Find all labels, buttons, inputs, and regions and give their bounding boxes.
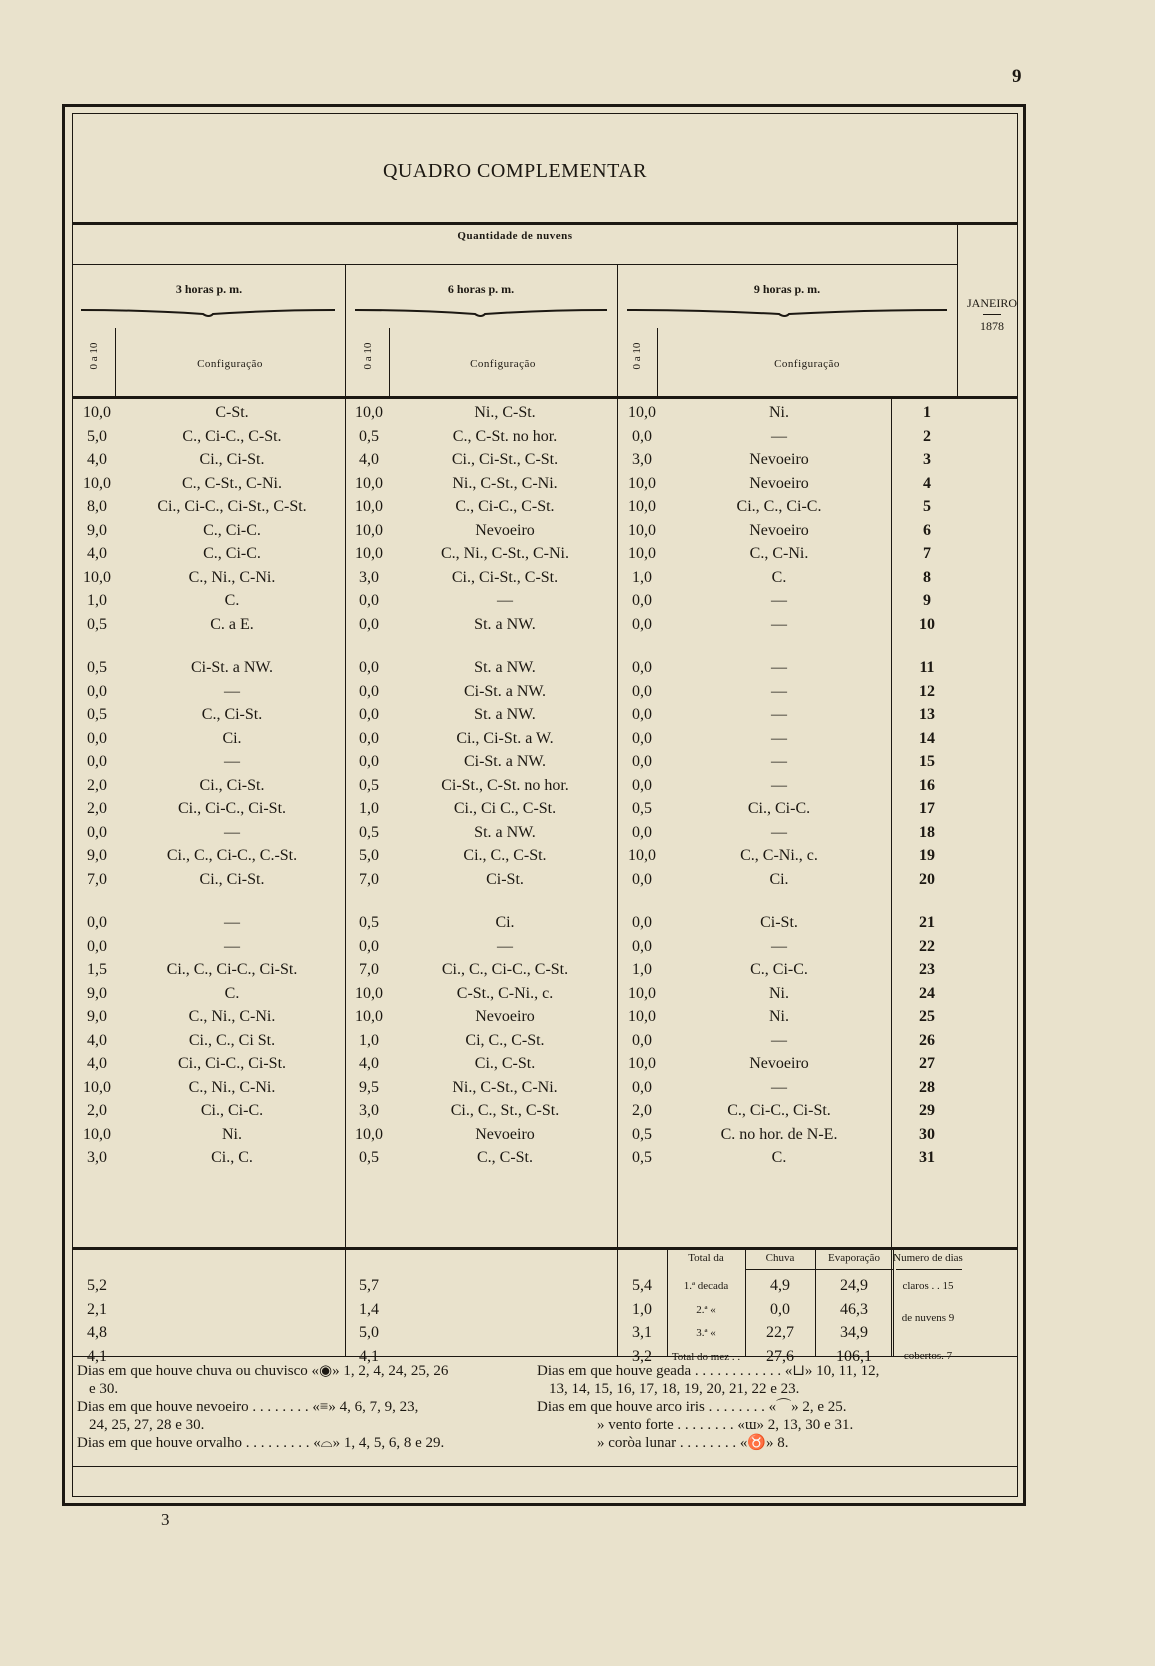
day-number: 31 <box>919 1149 935 1166</box>
cloud-3pm-value: 0,5 <box>87 706 107 723</box>
totals-evap-value: 46,3 <box>840 1300 868 1318</box>
cloud-9pm-value: 0,5 <box>632 1125 652 1143</box>
cloud-6pm-value: 10,0 <box>355 498 383 515</box>
cloud-3pm-config: Ci., C., Ci St. <box>188 1031 276 1049</box>
cloud-6pm-config: Ci., Ci C., C-St. <box>453 800 557 817</box>
divider <box>73 1466 1017 1467</box>
group-header-3pm: 3 horas p. m. <box>175 282 243 296</box>
cloud-9pm-value: 0,0 <box>632 776 652 794</box>
cloud-3pm-value: 9,0 <box>87 1008 107 1025</box>
cloud-6pm-config: — <box>497 592 513 609</box>
cloud-6pm-config: Ci., Ci-St., C-St. <box>451 451 559 468</box>
cloud-9pm-value: 0,5 <box>632 1149 652 1166</box>
cloud-3pm-config: Ci., C., Ci-C., C.-St. <box>166 847 298 864</box>
note-line: » vento forte . . . . . . . . «ɯ» 2, 13, 30 e 31. <box>597 1417 854 1433</box>
cloud-3pm-value: 4,0 <box>87 451 107 468</box>
cloud-9pm-config: Nevoeiro <box>749 521 809 539</box>
cloud-3pm-value: 10,0 <box>83 568 111 586</box>
cloud-3pm-config: C., Ni., C-Ni. <box>188 1078 276 1096</box>
cloud-3pm-config: Ci., Ci-C., Ci-St. <box>177 800 287 817</box>
cloud-9pm-config: Ni. <box>769 404 789 421</box>
totals-evap-value: 24,9 <box>840 1277 868 1294</box>
summary-9pm-value: 3,2 <box>632 1347 652 1365</box>
cloud-9pm-value: 0,0 <box>632 870 652 888</box>
cloud-6pm-value: 0,0 <box>359 706 379 723</box>
cloud-3pm-config: — <box>224 753 240 770</box>
cloud-9pm-value: 10,0 <box>628 498 656 515</box>
summary-3pm-value: 4,8 <box>87 1324 107 1341</box>
summary-3pm-value: 2,1 <box>87 1300 107 1318</box>
cloud-3pm-config: Ci., Ci-St. <box>199 776 265 794</box>
note-line: » coròa lunar . . . . . . . . «♉» 8. <box>597 1435 789 1451</box>
cloud-3pm-value: 2,0 <box>87 800 107 817</box>
cloud-3pm-config: Ci., Ci-C., Ci-St., C-St. <box>157 498 307 515</box>
cloud-6pm-config: C., Ci-C., C-St. <box>455 498 555 515</box>
cloud-9pm-config: Nevoeiro <box>749 451 809 468</box>
cloud-3pm-value: 1,5 <box>87 961 107 978</box>
cloud-3pm-value: 10,0 <box>83 404 111 421</box>
cloud-9pm-value: 10,0 <box>628 474 656 492</box>
cloud-6pm-value: 10,0 <box>355 1125 383 1143</box>
cloud-9pm-config: — <box>771 729 787 747</box>
cloud-3pm-value: 0,0 <box>87 753 107 770</box>
cloud-6pm-value: 10,0 <box>355 545 383 562</box>
page-title: QUADRO COMPLEMENTAR <box>382 160 648 182</box>
summary-9pm-value: 5,4 <box>632 1277 652 1294</box>
cloud-3pm-config: Ci., Ci-C. <box>200 1102 264 1119</box>
cloud-6pm-config: Ni., C-St., C-Ni. <box>452 1078 558 1096</box>
cloud-9pm-value: 2,0 <box>632 1102 652 1119</box>
day-number: 11 <box>919 659 935 676</box>
totals-row-label: 3.ª « <box>696 1327 716 1339</box>
summary-3pm-value: 4,1 <box>87 1347 107 1365</box>
scale-label: 0 a 10 <box>88 342 100 370</box>
divider <box>73 396 1017 399</box>
cloud-9pm-value: 0,5 <box>632 800 652 817</box>
day-number: 21 <box>919 914 935 931</box>
cloud-3pm-config: Ci., C., Ci-C., Ci-St. <box>166 961 298 978</box>
cloud-9pm-value: 10,0 <box>628 1055 656 1072</box>
totals-chuva-value: 22,7 <box>766 1324 794 1341</box>
summary-6pm-value: 5,0 <box>359 1324 379 1341</box>
cloud-9pm-value: 10,0 <box>628 521 656 539</box>
cloud-9pm-config: C., C-Ni., c. <box>740 847 818 864</box>
day-number: 23 <box>919 961 935 978</box>
cloud-9pm-value: 10,0 <box>628 404 656 421</box>
cloud-9pm-value: 0,0 <box>632 592 652 609</box>
note-line: Dias em que houve orvalho . . . . . . . . . «⌓» 1, 4, 5, 6, 8 e 29. <box>77 1435 445 1451</box>
cloud-6pm-config: St. a NW. <box>474 706 536 723</box>
cloud-3pm-value: 0,0 <box>87 937 107 955</box>
cloud-3pm-value: 0,0 <box>87 823 107 841</box>
cloud-3pm-value: 10,0 <box>83 1125 111 1143</box>
cloud-3pm-config: Ci. <box>222 729 242 747</box>
cloud-9pm-config: Ni. <box>769 984 789 1002</box>
cloud-3pm-config: Ci-St. a NW. <box>190 659 274 676</box>
cloud-3pm-value: 4,0 <box>87 545 107 562</box>
cloud-9pm-config: C. <box>771 1149 787 1166</box>
cloud-6pm-value: 9,5 <box>359 1078 379 1096</box>
cloud-9pm-config: Ci., Ci-C. <box>747 800 811 817</box>
cloud-9pm-value: 10,0 <box>628 984 656 1002</box>
year-label: 1878 <box>980 319 1004 333</box>
cloud-6pm-config: Ci. <box>495 914 515 931</box>
dias-count-item: cobertos. 7 <box>903 1350 953 1362</box>
cloud-6pm-config: Nevoeiro <box>475 1008 535 1025</box>
cloud-6pm-value: 0,5 <box>359 823 379 841</box>
cloud-6pm-config: Ci., Ci-St., C-St. <box>451 568 559 586</box>
cloud-9pm-value: 1,0 <box>632 961 652 978</box>
day-number: 4 <box>923 474 931 492</box>
day-number: 29 <box>919 1102 935 1119</box>
totals-chuva-value: 27,6 <box>766 1347 794 1365</box>
cloud-6pm-value: 1,0 <box>359 1031 379 1049</box>
totals-row-label: 2.ª « <box>696 1303 716 1316</box>
day-number: 5 <box>923 498 931 515</box>
cloud-3pm-config: Ci., C. <box>211 1149 253 1166</box>
cloud-3pm-config: C., C-St., C-Ni. <box>181 474 282 492</box>
divider <box>983 314 1001 315</box>
cloud-3pm-config: C., Ci-C. <box>203 521 261 539</box>
cloud-6pm-config: Ci-St. <box>486 870 524 888</box>
cloud-6pm-value: 0,0 <box>359 615 379 633</box>
signature-mark: 3 <box>161 1510 170 1529</box>
totals-header-dias: Numero de dias <box>893 1252 963 1264</box>
day-number: 15 <box>919 753 935 770</box>
cloud-6pm-value: 3,0 <box>359 1102 379 1119</box>
day-number: 19 <box>919 847 935 864</box>
cloud-6pm-config: C., C-St. <box>476 1149 533 1166</box>
cloud-6pm-value: 0,0 <box>359 937 379 955</box>
summary-3pm-value: 5,2 <box>87 1277 107 1294</box>
table-frame <box>62 104 1026 1506</box>
divider <box>893 1249 894 1356</box>
cloud-6pm-value: 3,0 <box>359 568 379 586</box>
cloud-9pm-value: 10,0 <box>628 847 656 864</box>
day-number: 16 <box>919 776 935 794</box>
cloud-6pm-config: St. a NW. <box>474 823 536 841</box>
cloud-3pm-value: 0,0 <box>87 682 107 700</box>
cloud-6pm-config: Ci, C., C-St. <box>465 1031 545 1049</box>
dias-count-item: de nuvens 9 <box>901 1312 955 1324</box>
table-inner <box>72 113 1018 1497</box>
section-heading: Quantidade de nuvens <box>457 230 573 242</box>
divider <box>73 264 957 265</box>
cloud-9pm-config: — <box>771 937 787 955</box>
cloud-3pm-value: 2,0 <box>87 1102 107 1119</box>
cloud-6pm-config: Ci., C-St. <box>474 1055 536 1072</box>
cloud-3pm-value: 0,5 <box>87 615 107 633</box>
cloud-9pm-value: 0,0 <box>632 753 652 770</box>
cloud-9pm-config: Ci. <box>769 870 789 888</box>
cloud-3pm-value: 5,0 <box>87 427 107 445</box>
cloud-9pm-value: 0,0 <box>632 682 652 700</box>
config-label: Configuração <box>470 358 536 370</box>
cloud-6pm-value: 0,0 <box>359 659 379 676</box>
cloud-6pm-value: 0,5 <box>359 427 379 445</box>
divider <box>896 1269 962 1270</box>
cloud-6pm-value: 4,0 <box>359 451 379 468</box>
cloud-9pm-value: 0,0 <box>632 914 652 931</box>
summary-9pm-value: 1,0 <box>632 1300 652 1318</box>
cloud-9pm-config: C., Ci-C., Ci-St. <box>727 1102 831 1119</box>
cloud-6pm-value: 10,0 <box>355 1008 383 1025</box>
day-number: 12 <box>919 682 935 700</box>
cloud-6pm-config: C-St., C-Ni., c. <box>456 984 554 1002</box>
cloud-9pm-config: C., C-Ni. <box>749 545 809 562</box>
notes-left <box>77 1362 537 1452</box>
cloud-6pm-config: Ci., C., Ci-C., C-St. <box>441 961 569 978</box>
cloud-9pm-config: Nevoeiro <box>749 474 809 492</box>
cloud-3pm-value: 10,0 <box>83 1078 111 1096</box>
divider <box>73 1356 1017 1357</box>
cloud-9pm-config: Ci-St. <box>760 914 798 931</box>
cloud-6pm-config: C., Ni., C-St., C-Ni. <box>440 545 569 562</box>
divider <box>745 1269 893 1270</box>
notes-right <box>537 1362 963 1452</box>
cloud-9pm-config: C. no hor. de N-E. <box>720 1125 838 1143</box>
divider <box>73 222 1017 225</box>
cloud-3pm-value: 9,0 <box>87 984 107 1002</box>
note-line: Dias em que houve geada . . . . . . . . . . . . «⊔» 10, 11, 12, <box>537 1363 880 1379</box>
cloud-3pm-config: C-St. <box>215 404 249 421</box>
note-line: Dias em que houve arco iris . . . . . . . . «⌒» 2, e 25. <box>537 1399 847 1415</box>
page-number: 9 <box>1012 66 1022 87</box>
totals-row-label: Total do mez . . <box>671 1350 741 1363</box>
cloud-6pm-config: Ni., C-St. <box>474 404 536 421</box>
summary-6pm-value: 1,4 <box>359 1300 379 1318</box>
cloud-9pm-value: 0,0 <box>632 706 652 723</box>
day-number: 17 <box>919 800 935 817</box>
divider <box>815 1249 816 1356</box>
cloud-6pm-config: Nevoeiro <box>475 1125 535 1143</box>
cloud-6pm-value: 1,0 <box>359 800 379 817</box>
cloud-9pm-value: 0,0 <box>632 823 652 841</box>
cloud-6pm-config: St. a NW. <box>474 659 536 676</box>
totals-header-total: Total da <box>688 1252 724 1264</box>
scale-label: 0 a 10 <box>362 342 374 370</box>
group-header-9pm: 9 horas p. m. <box>753 282 821 296</box>
cloud-6pm-config: St. a NW. <box>474 615 536 633</box>
cloud-9pm-config: — <box>771 823 787 841</box>
day-number: 8 <box>923 568 931 586</box>
cloud-6pm-config: — <box>497 937 513 955</box>
summary-9pm-value: 3,1 <box>632 1324 652 1341</box>
cloud-9pm-config: C. <box>771 568 787 586</box>
config-label: Configuração <box>197 358 263 370</box>
cloud-3pm-config: C. a E. <box>210 615 254 633</box>
cloud-6pm-value: 5,0 <box>359 847 379 864</box>
day-number: 3 <box>923 451 931 468</box>
day-number: 14 <box>919 729 935 747</box>
cloud-6pm-config: Ni., C-St., C-Ni. <box>452 474 558 492</box>
totals-evap-value: 34,9 <box>840 1324 868 1341</box>
day-number: 25 <box>919 1008 935 1025</box>
cloud-9pm-config: — <box>771 615 787 633</box>
scale-label: 0 a 10 <box>631 342 643 370</box>
cloud-6pm-value: 0,0 <box>359 753 379 770</box>
cloud-9pm-config: — <box>771 592 787 609</box>
cloud-3pm-config: Ci., Ci-St. <box>199 870 265 888</box>
cloud-3pm-config: — <box>224 937 240 955</box>
cloud-3pm-config: — <box>224 682 240 700</box>
day-number: 10 <box>919 615 935 633</box>
cloud-6pm-value: 0,0 <box>359 592 379 609</box>
day-number: 6 <box>923 521 931 539</box>
cloud-9pm-value: 1,0 <box>632 568 652 586</box>
cloud-3pm-config: Ci., Ci-St. <box>199 451 265 468</box>
cloud-3pm-config: C. <box>224 592 240 609</box>
cloud-3pm-value: 0,0 <box>87 914 107 931</box>
cloud-6pm-value: 0,0 <box>359 729 379 747</box>
cloud-3pm-config: — <box>224 823 240 841</box>
note-line: Dias em que houve chuva ou chuvisco «◉» 1, 2, 4, 24, 25, 26 <box>77 1363 449 1379</box>
month-header <box>957 296 1027 334</box>
cloud-3pm-config: Ci., Ci-C., Ci-St. <box>177 1055 287 1072</box>
cloud-6pm-value: 7,0 <box>359 870 379 888</box>
cloud-9pm-config: — <box>771 753 787 770</box>
note-line: Dias em que houve nevoeiro . . . . . . . . «≡» 4, 6, 7, 9, 23, <box>77 1399 419 1415</box>
cloud-9pm-config: Ni. <box>769 1008 789 1025</box>
cloud-9pm-value: 0,0 <box>632 615 652 633</box>
cloud-3pm-value: 9,0 <box>87 847 107 864</box>
cloud-9pm-config: Ci., C., Ci-C. <box>736 498 822 515</box>
group-header-6pm: 6 horas p. m. <box>447 282 515 296</box>
cloud-6pm-config: Ci-St., C-St. no hor. <box>441 776 569 794</box>
day-number: 26 <box>919 1031 935 1049</box>
cloud-6pm-value: 0,5 <box>359 1149 379 1166</box>
cloud-6pm-config: Ci-St. a NW. <box>463 682 547 700</box>
cloud-9pm-value: 0,0 <box>632 937 652 955</box>
cloud-9pm-config: — <box>771 776 787 794</box>
cloud-3pm-value: 0,0 <box>87 729 107 747</box>
cloud-9pm-config: C., Ci-C. <box>750 961 808 978</box>
cloud-6pm-value: 0,5 <box>359 776 379 794</box>
cloud-6pm-config: Ci-St. a NW. <box>463 753 547 770</box>
cloud-9pm-config: Nevoeiro <box>749 1055 809 1072</box>
cloud-6pm-value: 0,5 <box>359 914 379 931</box>
cloud-6pm-value: 0,0 <box>359 682 379 700</box>
day-number: 7 <box>923 545 931 562</box>
cloud-6pm-value: 4,0 <box>359 1055 379 1072</box>
divider <box>73 1247 1017 1250</box>
totals-evap-value: 106,1 <box>836 1347 872 1365</box>
cloud-3pm-value: 4,0 <box>87 1055 107 1072</box>
cloud-6pm-config: Ci., C., C-St. <box>463 847 547 864</box>
divider <box>745 1249 746 1356</box>
cloud-9pm-value: 0,0 <box>632 659 652 676</box>
totals-row-label: 1.ª decada <box>683 1280 729 1292</box>
day-number: 30 <box>919 1125 935 1143</box>
cloud-9pm-config: — <box>771 682 787 700</box>
cloud-9pm-config: — <box>771 706 787 723</box>
cloud-3pm-value: 0,5 <box>87 659 107 676</box>
note-line: e 30. <box>89 1381 119 1397</box>
cloud-3pm-value: 9,0 <box>87 521 107 539</box>
cloud-3pm-value: 2,0 <box>87 776 107 794</box>
cloud-9pm-config: — <box>771 427 787 445</box>
brace-lines <box>73 304 957 324</box>
day-number: 24 <box>919 984 935 1002</box>
cloud-9pm-value: 10,0 <box>628 545 656 562</box>
cloud-9pm-config: — <box>771 1078 787 1096</box>
cloud-6pm-config: Ci., Ci-St. a W. <box>456 729 554 747</box>
totals-chuva-value: 0,0 <box>770 1300 790 1318</box>
totals-chuva-value: 4,9 <box>770 1277 790 1294</box>
cloud-3pm-value: 3,0 <box>87 1149 107 1166</box>
day-number: 18 <box>919 823 935 841</box>
cloud-9pm-value: 0,0 <box>632 1078 652 1096</box>
summary-6pm-value: 4,1 <box>359 1347 379 1365</box>
month-label: JANEIRO <box>967 296 1017 310</box>
cloud-3pm-config: Ni. <box>222 1125 242 1143</box>
cloud-3pm-value: 7,0 <box>87 870 107 888</box>
cloud-3pm-config: C., Ci-C., C-St. <box>182 427 282 445</box>
cloud-6pm-config: Ci., C., St., C-St. <box>450 1102 560 1119</box>
cloud-9pm-value: 0,0 <box>632 729 652 747</box>
cloud-6pm-value: 10,0 <box>355 404 383 421</box>
summary-6pm-value: 5,7 <box>359 1277 379 1294</box>
day-number: 9 <box>923 592 931 609</box>
cloud-9pm-value: 3,0 <box>632 451 652 468</box>
cloud-3pm-value: 4,0 <box>87 1031 107 1049</box>
cloud-6pm-value: 10,0 <box>355 984 383 1002</box>
totals-header-evap: Evaporação <box>828 1252 880 1264</box>
cloud-6pm-value: 10,0 <box>355 521 383 539</box>
divider <box>667 1249 668 1356</box>
day-number: 2 <box>923 427 931 445</box>
cloud-3pm-config: C., Ci-C. <box>203 545 261 562</box>
cloud-3pm-config: C. <box>224 984 240 1002</box>
note-line: 24, 25, 27, 28 e 30. <box>89 1417 205 1433</box>
cloud-9pm-value: 0,0 <box>632 1031 652 1049</box>
cloud-9pm-config: — <box>771 1031 787 1049</box>
cloud-6pm-value: 10,0 <box>355 474 383 492</box>
cloud-3pm-config: — <box>224 914 240 931</box>
cloud-3pm-config: C., Ci-St. <box>201 706 263 723</box>
note-line: 13, 14, 15, 16, 17, 18, 19, 20, 21, 22 e 23. <box>549 1381 800 1397</box>
cloud-6pm-config: Nevoeiro <box>475 521 535 539</box>
cloud-3pm-config: C., Ni., C-Ni. <box>188 1008 276 1025</box>
cloud-9pm-value: 0,0 <box>632 427 652 445</box>
day-number: 1 <box>923 404 931 421</box>
day-number: 22 <box>919 937 935 955</box>
dias-count-item: claros . . 15 <box>902 1280 954 1292</box>
day-number: 13 <box>919 706 935 723</box>
cloud-9pm-config: — <box>771 659 787 676</box>
config-label: Configuração <box>774 358 840 370</box>
cloud-3pm-value: 10,0 <box>83 474 111 492</box>
day-number: 28 <box>919 1078 935 1096</box>
cloud-9pm-value: 10,0 <box>628 1008 656 1025</box>
day-number: 27 <box>919 1055 935 1072</box>
totals-header-chuva: Chuva <box>765 1252 795 1264</box>
day-number: 20 <box>919 870 935 888</box>
cloud-3pm-value: 8,0 <box>87 498 107 515</box>
cloud-3pm-config: C., Ni., C-Ni. <box>188 568 276 586</box>
cloud-3pm-value: 1,0 <box>87 592 107 609</box>
cloud-6pm-value: 7,0 <box>359 961 379 978</box>
cloud-6pm-config: C., C-St. no hor. <box>452 427 558 445</box>
